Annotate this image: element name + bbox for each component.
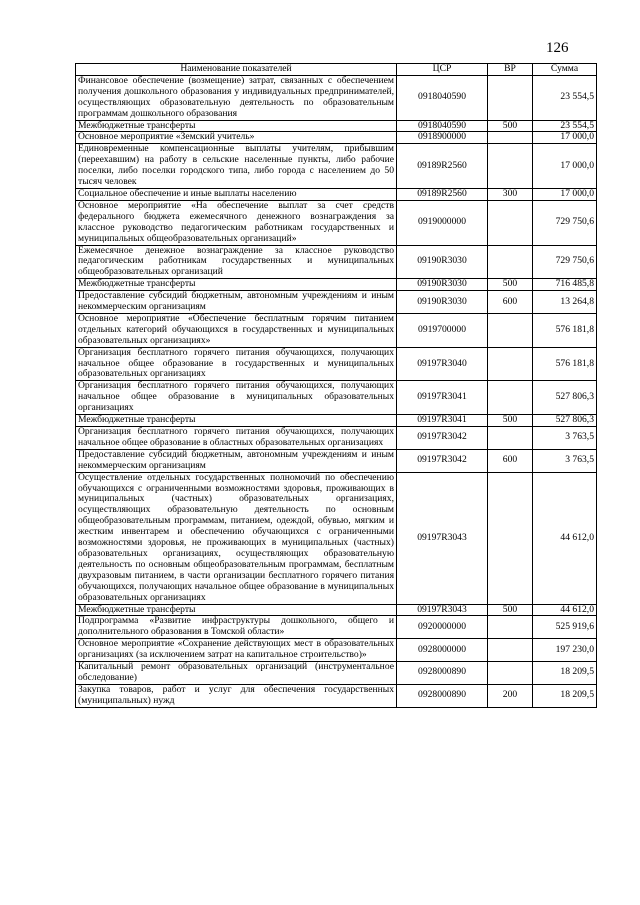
- row-name-cell: Организация бесплатного горячего питания обучающихся, получающих начальное общее образование в областных образовательных организациях: [76, 427, 397, 450]
- row-vr-cell: [488, 132, 533, 144]
- row-sum-cell: 17 000,0: [533, 132, 597, 144]
- row-sum-cell: 527 806,3: [533, 415, 597, 427]
- row-csr-cell: 09197R3043: [397, 604, 488, 616]
- row-csr-cell: 09197R3042: [397, 449, 488, 472]
- table-row: [76, 132, 597, 144]
- table-row: [76, 662, 597, 685]
- row-csr-cell: 09197R3041: [397, 381, 488, 415]
- row-sum-cell: 17 000,0: [533, 144, 597, 189]
- header-csr: ЦСР: [397, 64, 488, 76]
- row-vr-cell: [488, 200, 533, 245]
- row-vr-cell: [488, 75, 533, 120]
- row-vr-cell: [488, 472, 533, 604]
- row-name-cell: Предоставление субсидий бюджетным, автономным учреждениям и иным некоммерческим организациям: [76, 449, 397, 472]
- table-row: [76, 415, 597, 427]
- row-vr-cell: 500: [488, 279, 533, 291]
- table-row: [76, 427, 597, 450]
- row-csr-cell: 0919000000: [397, 200, 488, 245]
- row-sum-cell: 527 806,3: [533, 381, 597, 415]
- row-sum-cell: 576 181,8: [533, 347, 597, 381]
- row-name-cell: Межбюджетные трансферты: [76, 120, 397, 132]
- row-name-cell: Финансовое обеспечение (возмещение) затрат, связанных с обеспечением получения дошкольного образования у индивидуальных предпринимателей, осуществляющих образовательную деятельность по образовательным программам дошкольного образования: [76, 75, 397, 120]
- table-row: [76, 347, 597, 381]
- row-sum-cell: 729 750,6: [533, 245, 597, 279]
- row-csr-cell: 09190R3030: [397, 279, 488, 291]
- row-csr-cell: 09197R3041: [397, 415, 488, 427]
- row-csr-cell: 0918040590: [397, 75, 488, 120]
- row-sum-cell: 44 612,0: [533, 604, 597, 616]
- row-sum-cell: 197 230,0: [533, 639, 597, 662]
- row-sum-cell: 525 919,6: [533, 616, 597, 639]
- table-row: [76, 684, 597, 707]
- row-name-cell: Организация бесплатного горячего питания обучающихся, получающих начальное общее образование в государственных и муниципальных образовательных организациях: [76, 347, 397, 381]
- row-csr-cell: 0920000000: [397, 616, 488, 639]
- table-row: [76, 188, 597, 200]
- row-sum-cell: 3 763,5: [533, 449, 597, 472]
- table-row: [76, 120, 597, 132]
- table-row: [76, 200, 597, 245]
- row-vr-cell: [488, 144, 533, 189]
- table-row: [76, 604, 597, 616]
- header-sum: Сумма: [533, 64, 597, 76]
- table-row: [76, 279, 597, 291]
- row-vr-cell: 500: [488, 415, 533, 427]
- table-row: [76, 616, 597, 639]
- row-name-cell: Социальное обеспечение и иные выплаты населению: [76, 188, 397, 200]
- row-sum-cell: 23 554,5: [533, 120, 597, 132]
- row-vr-cell: [488, 313, 533, 347]
- table-row: [76, 449, 597, 472]
- row-name-cell: Закупка товаров, работ и услуг для обеспечения государственных (муниципальных) нужд: [76, 684, 397, 707]
- row-name-cell: Осуществление отдельных государственных полномочий по обеспечению обучающихся с ограниченными возможностями здоровья, проживающих в муниципальных (частных) образовательных организациях, осуществляющих образовательную деятельность по основным общеобразовательным программам, питанием, одеждой, обувью, мягким и жестким инвентарем и обеспечению обучающихся с ограниченными возможностями здоровья, не проживающих в муниципальных (частных) образовательных организациях, осуществляющих образовательную деятельность по основным общеобразовательным программам, бесплатным двухразовым питанием, в части организации бесплатного горячего питания обучающихся, получающих начальное общее образование в муниципальных образовательных организациях: [76, 472, 397, 604]
- row-csr-cell: 0918040590: [397, 120, 488, 132]
- row-vr-cell: 200: [488, 684, 533, 707]
- row-csr-cell: 0928000000: [397, 639, 488, 662]
- row-vr-cell: 500: [488, 604, 533, 616]
- row-name-cell: Межбюджетные трансферты: [76, 415, 397, 427]
- table-row: [76, 75, 597, 120]
- row-csr-cell: 09190R3030: [397, 245, 488, 279]
- table-header-row: [76, 64, 597, 76]
- row-sum-cell: 18 209,5: [533, 662, 597, 685]
- row-vr-cell: 600: [488, 449, 533, 472]
- row-csr-cell: 09197R3043: [397, 472, 488, 604]
- row-csr-cell: 09190R3030: [397, 291, 488, 314]
- row-csr-cell: 09197R3042: [397, 427, 488, 450]
- row-vr-cell: 300: [488, 188, 533, 200]
- row-sum-cell: 716 485,8: [533, 279, 597, 291]
- row-csr-cell: 0928000890: [397, 662, 488, 685]
- row-name-cell: Основное мероприятие «На обеспечение выплат за счет средств федерального бюджета ежемесячного денежного вознаграждения за классное руководство педагогическим работникам государственных и муниципальных общеобразовательных организаций»: [76, 200, 397, 245]
- table-row: [76, 381, 597, 415]
- row-name-cell: Единовременные компенсационные выплаты учителям, прибывшим (переехавшим) на работу в сельские населенные пункты, либо рабочие поселки, либо поселки городского типа, либо города с населением до 50 тысяч человек: [76, 144, 397, 189]
- row-sum-cell: 17 000,0: [533, 188, 597, 200]
- row-name-cell: Межбюджетные трансферты: [76, 604, 397, 616]
- budget-table: [75, 63, 597, 708]
- page-number: 126: [546, 40, 569, 56]
- row-sum-cell: 576 181,8: [533, 313, 597, 347]
- row-vr-cell: [488, 245, 533, 279]
- row-vr-cell: [488, 639, 533, 662]
- row-vr-cell: [488, 427, 533, 450]
- row-name-cell: Организация бесплатного горячего питания обучающихся, получающих начальное общее образование в муниципальных образовательных организациях: [76, 381, 397, 415]
- header-vr: ВР: [488, 64, 533, 76]
- row-vr-cell: [488, 381, 533, 415]
- row-vr-cell: [488, 662, 533, 685]
- row-sum-cell: 44 612,0: [533, 472, 597, 604]
- table-row: [76, 291, 597, 314]
- row-csr-cell: 0928000890: [397, 684, 488, 707]
- row-vr-cell: [488, 347, 533, 381]
- table-row: [76, 144, 597, 189]
- row-name-cell: Основное мероприятие «Земский учитель»: [76, 132, 397, 144]
- row-csr-cell: 09197R3040: [397, 347, 488, 381]
- row-sum-cell: 18 209,5: [533, 684, 597, 707]
- table-row: [76, 639, 597, 662]
- row-csr-cell: 0919700000: [397, 313, 488, 347]
- row-csr-cell: 0918900000: [397, 132, 488, 144]
- row-name-cell: Ежемесячное денежное вознаграждение за классное руководство педагогическим работникам государственных и муниципальных общеобразовательных организаций: [76, 245, 397, 279]
- table-row: [76, 313, 597, 347]
- row-vr-cell: 600: [488, 291, 533, 314]
- table-row: [76, 245, 597, 279]
- table-body: [76, 75, 597, 707]
- row-csr-cell: 09189R2560: [397, 144, 488, 189]
- row-csr-cell: 09189R2560: [397, 188, 488, 200]
- table-row: [76, 472, 597, 604]
- row-name-cell: Основное мероприятие «Обеспечение бесплатным горячим питанием отдельных категорий обучающихся в государственных и муниципальных образовательных организациях»: [76, 313, 397, 347]
- row-vr-cell: 500: [488, 120, 533, 132]
- row-sum-cell: 3 763,5: [533, 427, 597, 450]
- row-name-cell: Межбюджетные трансферты: [76, 279, 397, 291]
- header-name: Наименование показателей: [76, 64, 397, 76]
- row-name-cell: Предоставление субсидий бюджетным, автономным учреждениям и иным некоммерческим организациям: [76, 291, 397, 314]
- row-name-cell: Подпрограмма «Развитие инфраструктуры дошкольного, общего и дополнительного образования в Томской области»: [76, 616, 397, 639]
- row-sum-cell: 23 554,5: [533, 75, 597, 120]
- row-name-cell: Основное мероприятие «Сохранение действующих мест в образовательных организациях (за исключением затрат на капитальное строительство)»: [76, 639, 397, 662]
- row-sum-cell: 729 750,6: [533, 200, 597, 245]
- row-vr-cell: [488, 616, 533, 639]
- row-name-cell: Капитальный ремонт образовательных организаций (инструментальное обследование): [76, 662, 397, 685]
- row-sum-cell: 13 264,8: [533, 291, 597, 314]
